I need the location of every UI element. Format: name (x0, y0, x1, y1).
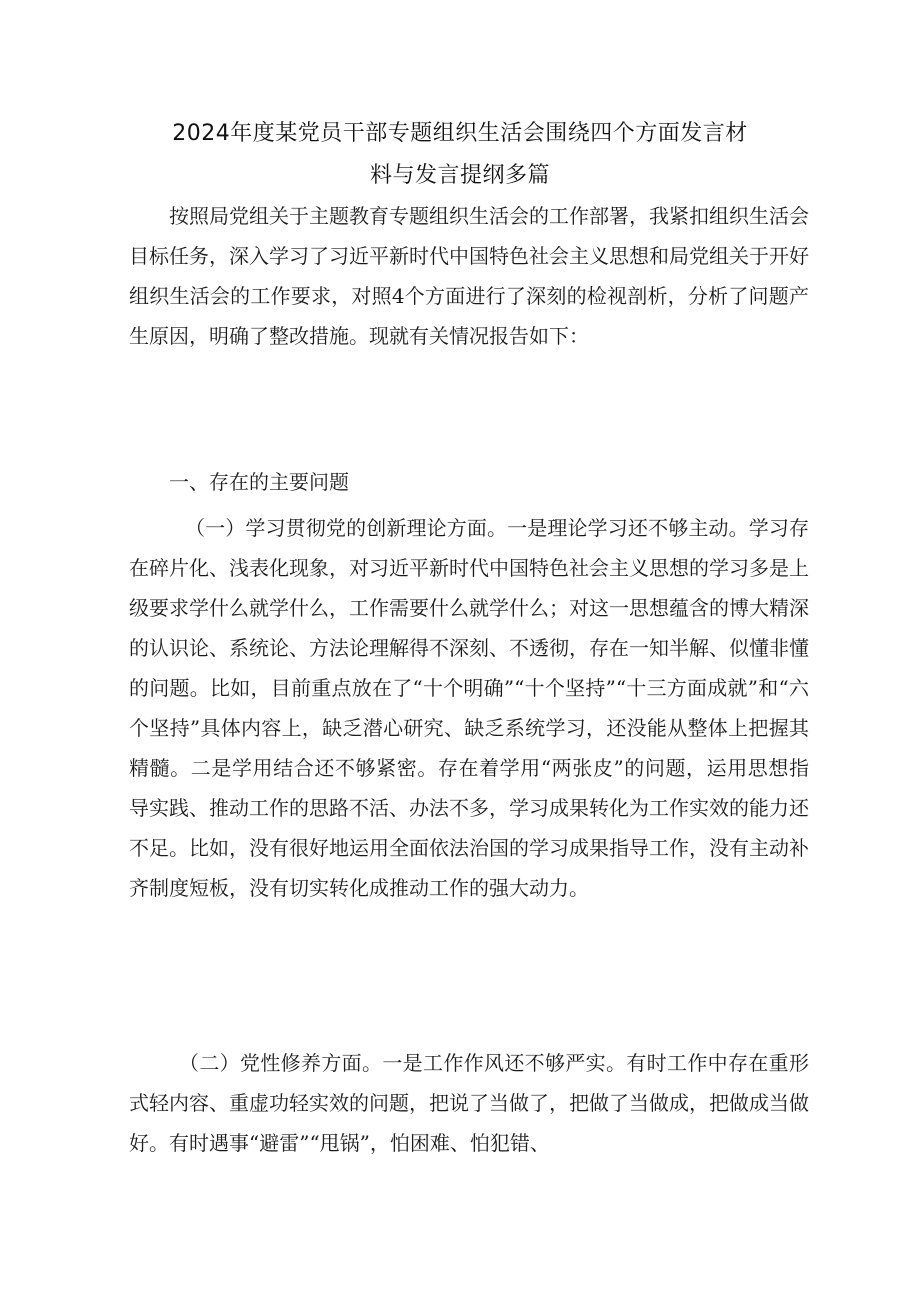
section-heading-main-problems: 一、存在的主要问题 (169, 470, 349, 494)
section-1-paragraph: （一）学习贯彻党的创新理论方面。一是理论学习还不够主动。学习存在碎片化、浅表化现象，对习近平新时代中国特色社会主义思想的学习多是上级要求学什么就学什么，工作需要什么就学什么；对这一思想蕴含的博大精深的认识论、系统论、方法论理解得不深刻、不透彻，存在一知半解、似懂非懂的问题。比如，目前重点放在了“十个明确”“十个坚持”“十三方面成就”和“六个坚持”具体内容上，缺乏潜心研究、缺乏系统学习，还没能从整体上把握其精髓。二是学用结合还不够紧密。存在着学用“两张皮”的问题，运用思想指导实践、推动工作的思路不活、办法不多，学习成果转化为工作实效的能力还不足。比如，没有很好地运用全面依法治国的学习成果指导工作，没有主动补齐制度短板，没有切实转化成推动工作的强大动力。 (129, 516, 809, 900)
section-2-paragraph: （二）党性修养方面。一是工作作风还不够严实。有时工作中存在重形式轻内容、重虚功轻实效的问题，把说了当做了，把做了当做成，把做成当做好。有时遇事“避雷”“甩锅”，怕困难、怕犯错、 (129, 1051, 809, 1155)
intro-paragraph: 按照局党组关于主题教育专题组织生活会的工作部署，我紧扣组织生活会目标任务，深入学习了习近平新时代中国特色社会主义思想和局党组关于开好组织生活会的工作要求，对照4个方面进行了深刻的检视剖析，分析了问题产生原因，明确了整改措施。现就有关情况报告如下： (129, 204, 809, 348)
document-title-line-1: 2024年度某党员干部专题组织生活会围绕四个方面发言材 (172, 121, 748, 146)
document-title-line-2: 料与发言提纲多篇 (369, 163, 550, 188)
